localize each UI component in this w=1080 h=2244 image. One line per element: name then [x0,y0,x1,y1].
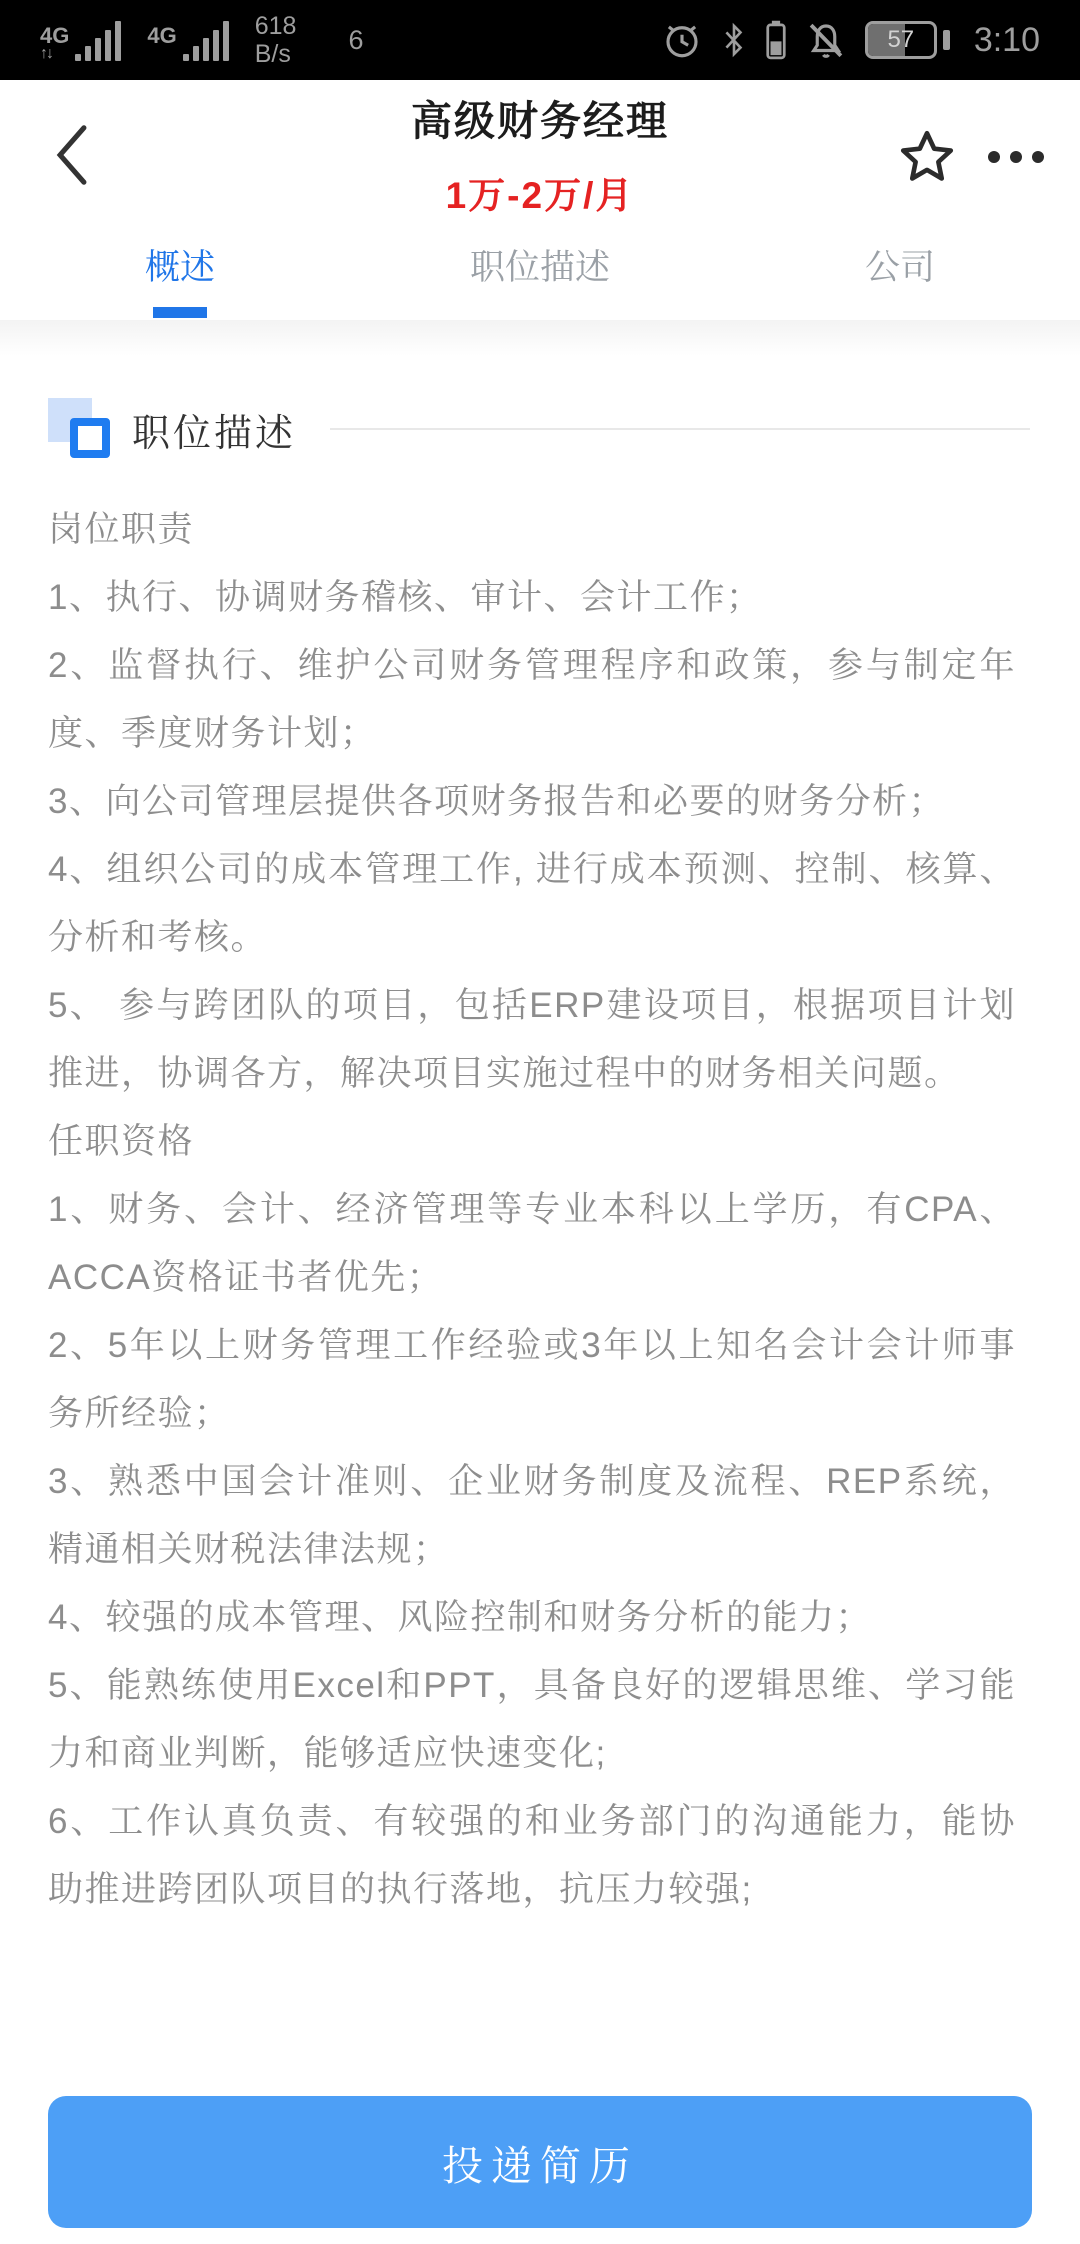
status-bar-left [40,12,363,68]
bluetooth-device-battery-icon [765,19,787,61]
sim1-network-label: 4G [40,23,70,48]
job-salary: 1万-2万/月 [445,175,635,216]
chevron-left-icon [55,124,89,186]
paragraph: 5、能熟练使用Excel和PPT，具备良好的逻辑思维、学习能力和商业判断，能够适应快速变化; [48,1666,1016,1773]
submit-resume-button[interactable]: 投递简历 [48,2096,1032,2228]
battery-icon [865,21,937,59]
active-tab-indicator [153,307,207,318]
paragraph: 任职资格 [48,1122,195,1161]
signal-bars-icon [75,19,121,61]
paragraph: 岗位职责 [48,510,195,549]
network-speed [255,12,297,68]
section-header [48,396,1016,462]
section-title: 职位描述 [132,412,297,455]
battery-cap [943,30,950,50]
bell-muted-icon [805,19,847,61]
paragraph: 3、向公司管理层提供各项财务报告和必要的财务分析； [48,782,945,821]
paragraph: 5、 参与跨团队的项目，包括ERP建设项目，根据项目计划推进，协调各方，解决项目实施过程中的财务相关问题。 [48,986,1016,1093]
job-title: 高级财务经理 [411,98,669,144]
paragraph: 3、熟悉中国会计准则、企业财务制度及流程、REP系统，精通相关财税法律法规； [48,1462,1016,1569]
network-speed-value: 618 [254,12,297,40]
job-description-body [48,496,1016,1924]
alarm-clock-icon [661,19,703,61]
signal-bars-icon [183,19,229,61]
network-speed-unit: B/s [254,40,291,68]
paragraph: 6、工作认真负责、有较强的和业务部门的沟通能力，能协助推进跨团队项目的执行落地，抗压力较强; [48,1802,1016,1909]
tab-job-description[interactable]: 职位描述 [469,248,610,287]
paragraph: 1、财务、会计、经济管理等专业本科以上学历，有CPA、ACCA资格证书者优先； [48,1190,1016,1297]
bluetooth-icon [721,19,747,61]
sim1-signal [40,19,121,61]
section-divider [330,428,1030,430]
paragraph: 2、5年以上财务管理工作经验或3年以上知名会计会计师事务所经验； [48,1326,1016,1433]
paragraph: 2、监督执行、维护公司财务管理程序和政策，参与制定年度、季度财务计划； [48,646,1016,753]
battery-percent: 57 [887,26,915,53]
tab-bar [0,230,1080,320]
header-shadow [0,320,1080,356]
tab-company[interactable]: 公司 [864,248,935,287]
status-bar [0,0,1080,80]
more-options-button[interactable] [988,151,1044,163]
favorite-star-button[interactable] [896,126,958,188]
paragraph: 4、较强的成本管理、风险控制和财务分析的能力； [48,1598,872,1637]
sim2-network-label: 4G [147,23,177,48]
content-scroll[interactable] [0,356,1080,2056]
status-bar-right [661,19,1040,61]
paragraph: 1、执行、协调财务稽核、审计、会计工作； [48,578,763,617]
data-activity-arrows-icon: ↑↓ [40,45,52,62]
tab-overview[interactable]: 概述 [144,248,215,287]
clock-time: 3:10 [973,20,1040,59]
paragraph: 4、组织公司的成本管理工作, 进行成本预测、控制、核算、分析和考核。 [48,850,1016,957]
nav-header [0,80,1080,230]
footer-bar [0,2074,1080,2244]
section-squares-icon [48,396,114,462]
back-button[interactable] [42,120,102,190]
sim2-signal [147,19,228,61]
status-extra-badge: 6 [348,24,364,55]
